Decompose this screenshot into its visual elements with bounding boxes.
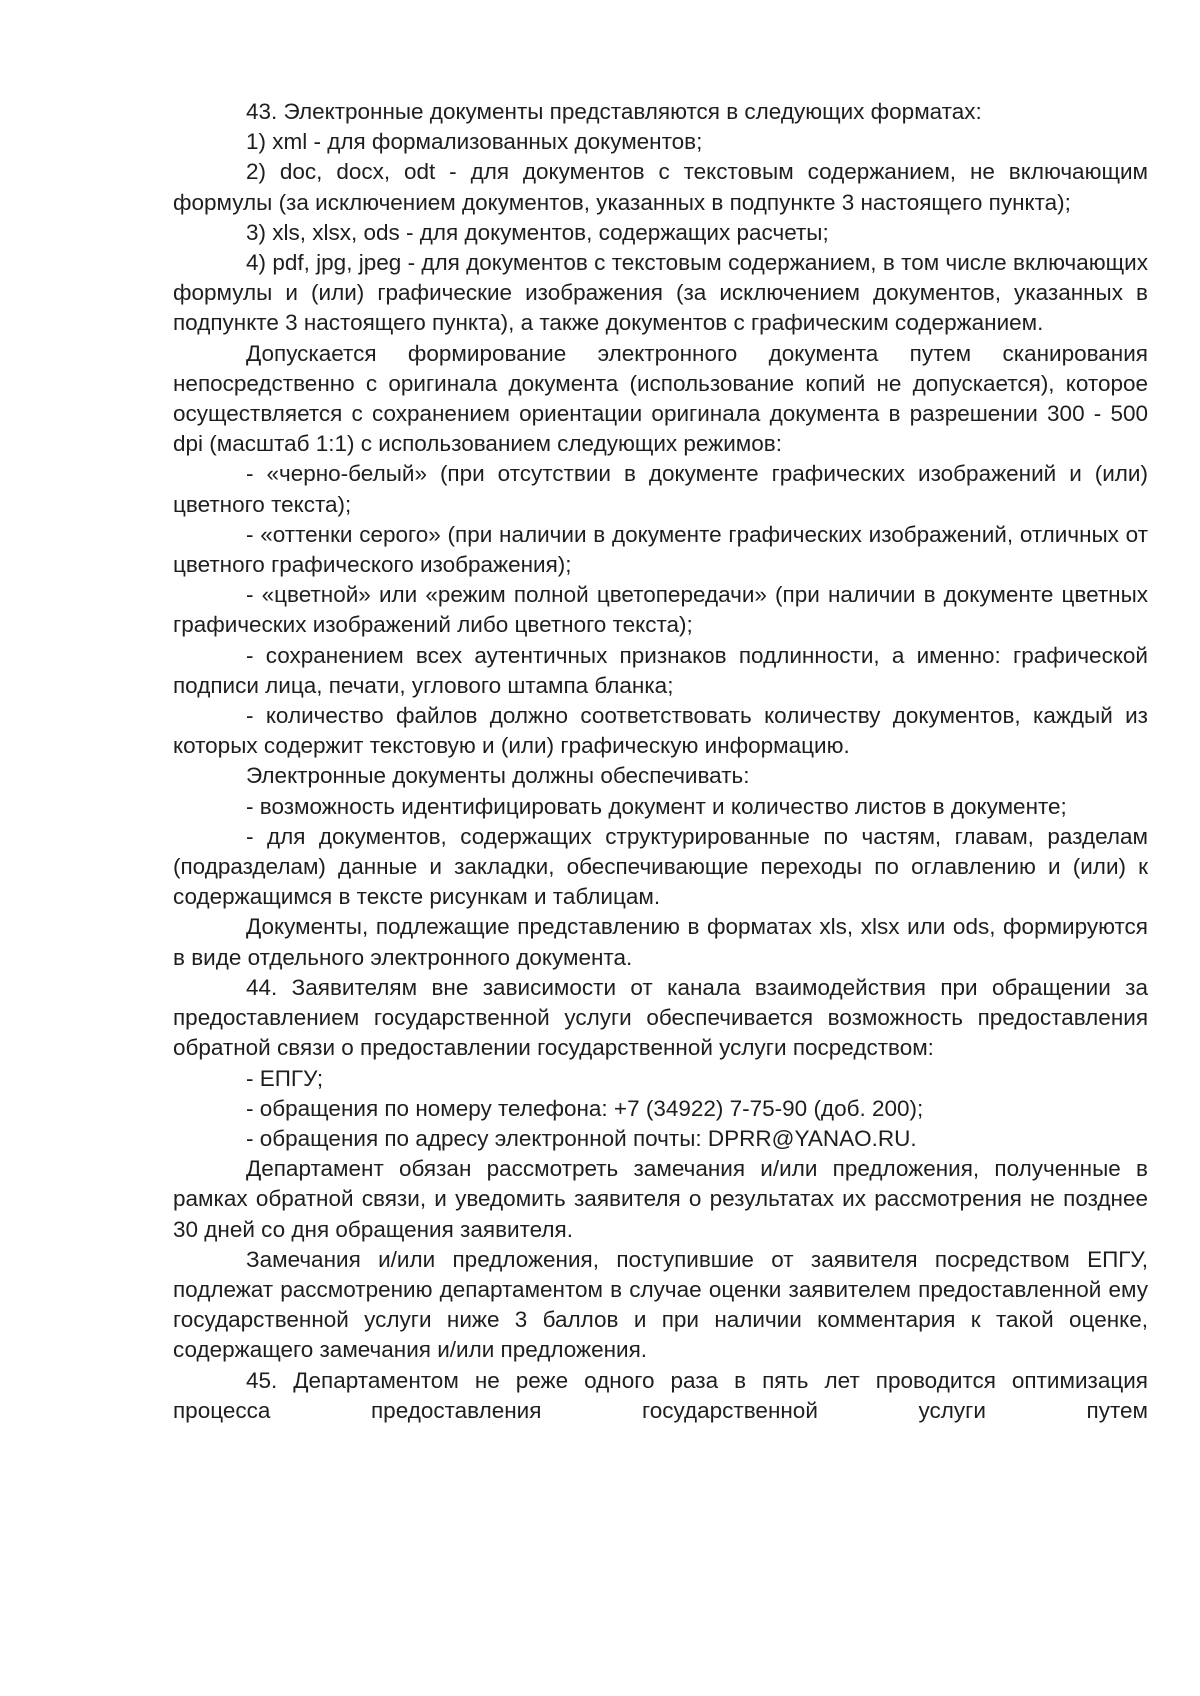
- list-item-color: - «цветной» или «режим полной цветопередачи» (при наличии в документе цветных графических изображений либо цветного текста);: [173, 582, 1148, 638]
- document-body: [173, 97, 1148, 1426]
- list-item-phone: - обращения по номеру телефона: +7 (34922) 7-75-90 (доб. 200);: [246, 1095, 924, 1121]
- paragraph-epgu-remarks: Замечания и/или предложения, поступившие от заявителя посредством ЕПГУ, подлежат рассмотрению департаментом в случае оценки заявителем предоставленной ему государственной услуги ниже 3 баллов и при наличии комментария к такой оценке, содержащего замечания и/или предложения.: [173, 1246, 1148, 1363]
- paragraph-scanning: Допускается формирование электронного документа путем сканирования непосредственно с оригинала документа (использование копий не допускается), которое осуществляется с сохранением ориентации оригинала документа в разрешении 300 - 500 dpi (масштаб 1:1) с использованием следующих режимов:: [173, 340, 1148, 457]
- paragraph-43-intro: 43. Электронные документы представляются в следующих форматах:: [246, 99, 982, 124]
- list-item-authenticity: - сохранением всех аутентичных признаков подлинности, а именно: графической подписи лица, печати, углового штампа бланка;: [173, 642, 1148, 698]
- list-item-black-white: - «черно-белый» (при отсутствии в документе графических изображений и (или) цветного текста);: [173, 461, 1148, 517]
- paragraph-44-feedback: 44. Заявителям вне зависимости от канала взаимодействия при обращении за предоставлением государственной услуги обеспечивается возможность предоставления обратной связи о предоставлении государственной услуги посредством:: [173, 974, 1148, 1061]
- paragraph-spreadsheets: Документы, подлежащие представлению в форматах xls, xlsx или ods, формируются в виде отдельного электронного документа.: [173, 914, 1148, 970]
- list-item-doc: 2) doc, docx, odt - для документов с текстовым содержанием, не включающим формулы (за исключением документов, указанных в подпункте 3 настоящего пункта);: [173, 159, 1148, 215]
- list-item-identify: - возможность идентифицировать документ и количество листов в документе;: [246, 793, 1067, 819]
- list-item-epgu: - ЕПГУ;: [246, 1065, 324, 1091]
- paragraph-45-optimization: 45. Департаментом не реже одного раза в пять лет проводится оптимизация процесса предоставления государственной услуги путем: [173, 1367, 1148, 1423]
- list-item-email: - обращения по адресу электронной почты: DPRR@YANAO.RU.: [246, 1125, 917, 1151]
- list-item-file-count: - количество файлов должно соответствовать количеству документов, каждый из которых содержит текстовую и (или) графическую информацию.: [173, 703, 1148, 759]
- paragraph-department-review: Департамент обязан рассмотреть замечания и/или предложения, полученные в рамках обратной связи, и уведомить заявителя о результатах их рассмотрения не позднее 30 дней со дня обращения заявителя.: [173, 1156, 1148, 1242]
- list-item-grayscale: - «оттенки серого» (при наличии в документе графических изображений, отличных от цветного графического изображения);: [173, 521, 1148, 578]
- list-item-bookmarks: - для документов, содержащих структурированные по частям, главам, разделам (подразделам) данные и закладки, обеспечивающие переходы по оглавлению и (или) к содержащимся в тексте рисункам и таблицам.: [173, 823, 1148, 910]
- list-item-pdf: 4) pdf, jpg, jpeg - для документов с текстовым содержанием, в том числе включающих формулы и (или) графические изображения (за исключением документов, указанных в подпункте 3 настоящего пункта), а также документов с графическим содержанием.: [173, 250, 1148, 336]
- list-item-xml: 1) xml - для формализованных документов;: [246, 129, 703, 155]
- paragraph-requirements: Электронные документы должны обеспечивать:: [246, 763, 750, 789]
- list-item-xls: 3) xls, xlsx, ods - для документов, содержащих расчеты;: [246, 219, 829, 245]
